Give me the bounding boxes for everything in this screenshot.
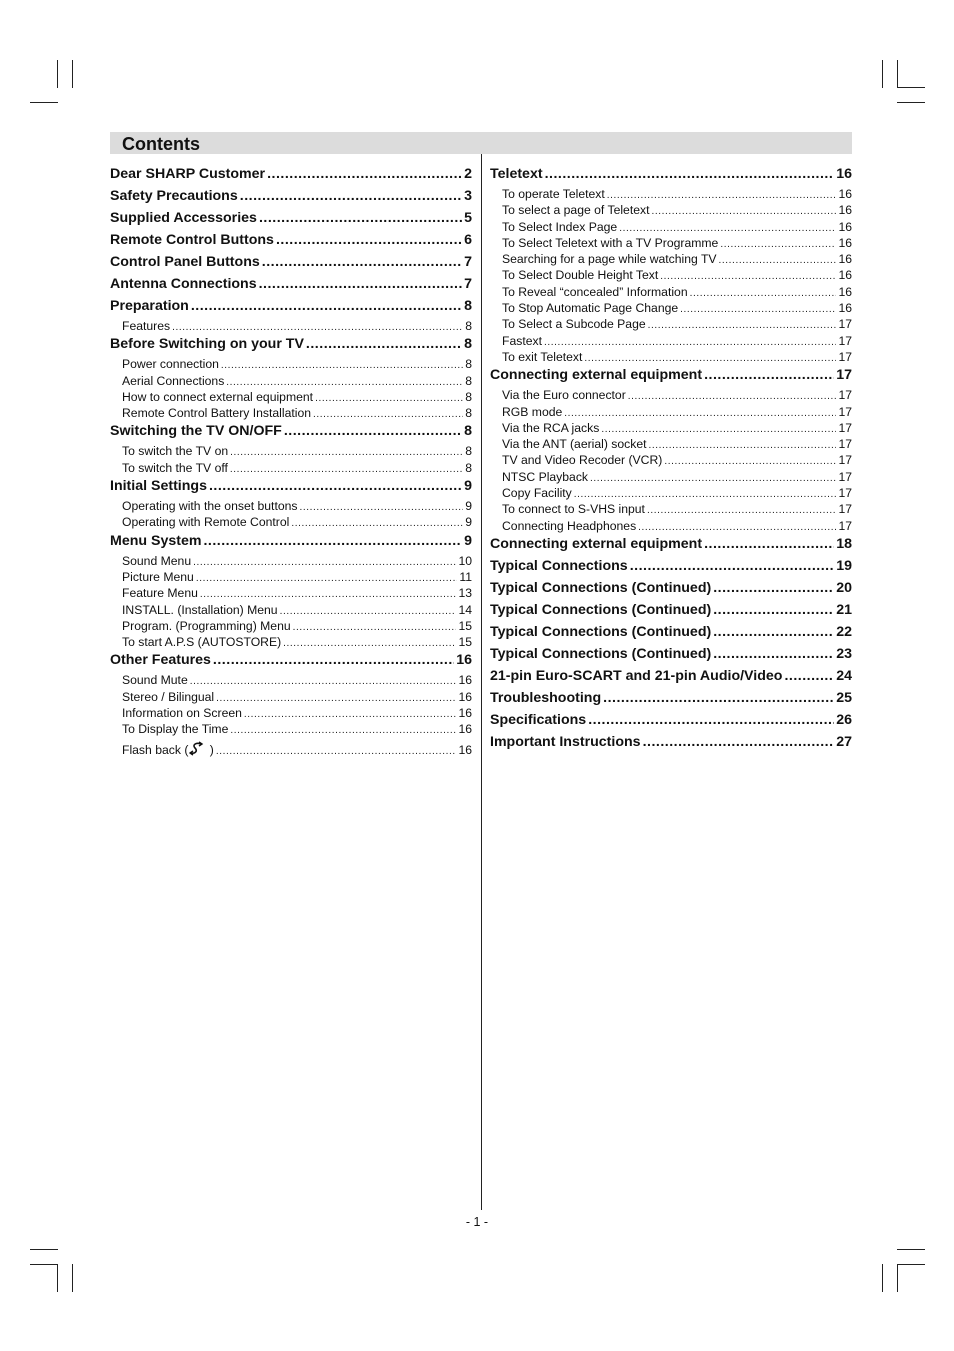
toc-entry-title: Stereo / Bilingual — [122, 689, 215, 704]
toc-left-column — [110, 164, 472, 762]
toc-subsection-entry[interactable] — [110, 634, 472, 650]
toc-entry-title: Via the ANT (aerial) socket — [502, 437, 647, 452]
dot-leader — [193, 555, 456, 569]
crop-mark — [57, 1264, 58, 1292]
dot-leader — [545, 165, 835, 183]
dot-leader — [313, 407, 463, 421]
dot-leader — [784, 667, 834, 685]
toc-subsection-entry[interactable] — [490, 202, 852, 218]
toc-entry-page: 16 — [458, 742, 472, 757]
dot-leader — [643, 733, 835, 751]
toc-entry-title: Troubleshooting — [490, 689, 602, 706]
dot-leader — [262, 253, 462, 271]
dot-leader — [190, 674, 457, 688]
toc-section-entry[interactable] — [490, 365, 852, 387]
toc-subsection-entry[interactable] — [110, 514, 472, 530]
dot-leader — [244, 707, 457, 721]
toc-subsection-entry[interactable] — [490, 452, 852, 468]
toc-entry-title: To switch the TV on — [122, 444, 229, 459]
toc-section-entry[interactable] — [490, 710, 852, 732]
dot-leader — [651, 204, 836, 218]
toc-section-entry[interactable] — [490, 600, 852, 622]
toc-subsection-entry[interactable] — [110, 569, 472, 585]
toc-entry-title: NTSC Playback — [502, 469, 589, 484]
toc-entry-page: 8 — [465, 389, 472, 404]
toc-entry-title: Feature Menu — [122, 586, 198, 601]
toc-entry-title: Aerial Connections — [122, 373, 225, 388]
toc-subsection-entry[interactable] — [110, 443, 472, 459]
dot-leader — [283, 636, 456, 650]
toc-entry-title: Supplied Accessories — [110, 210, 257, 226]
dot-leader — [213, 651, 454, 669]
toc-entry-title: To Select Double Height Text — [502, 268, 659, 283]
toc-subsection-entry[interactable] — [110, 553, 472, 569]
toc-section-entry[interactable] — [110, 164, 472, 186]
toc-entry-title: Switching the TV ON/OFF — [110, 423, 282, 440]
toc-subsection-entry[interactable] — [490, 501, 852, 517]
toc-entry-title: Other Features — [110, 652, 211, 669]
dot-leader — [690, 286, 837, 300]
toc-entry-page: 17 — [838, 486, 852, 501]
toc-section-entry[interactable] — [490, 622, 852, 644]
dot-leader — [720, 237, 836, 251]
toc-entry-title: Connecting external equipment — [490, 535, 703, 552]
toc-entry-page: 16 — [838, 235, 852, 250]
toc-entry-title: Via the RCA jacks — [502, 420, 600, 435]
toc-entry-title: To exit Teletext — [502, 349, 583, 364]
toc-entry-title: Operating with Remote Control — [122, 515, 290, 530]
flash-back-label-end: ) — [206, 742, 214, 757]
toc-entry-page: 19 — [836, 557, 852, 574]
toc-section-entry[interactable] — [110, 531, 472, 553]
dot-leader — [574, 487, 837, 501]
toc-subsection-entry[interactable] — [110, 405, 472, 421]
toc-entry-page: 16 — [458, 673, 472, 688]
toc-entry-page: 3 — [464, 188, 472, 204]
dot-leader — [230, 445, 463, 459]
dot-leader — [299, 500, 463, 514]
toc-section-entry[interactable] — [110, 334, 472, 356]
dot-leader — [588, 711, 834, 729]
toc-entry-title: Preparation — [110, 298, 189, 314]
toc-entry-page: 16 — [838, 219, 852, 234]
toc-entry-page: 5 — [464, 210, 472, 226]
toc-entry-title: Program. (Programming) Menu — [122, 618, 291, 633]
dot-leader — [713, 601, 834, 619]
crop-mark — [57, 60, 58, 88]
toc-subsection-entry[interactable] — [110, 672, 472, 688]
toc-subsection-entry[interactable] — [490, 316, 852, 332]
toc-entry-title: Before Switching on your TV — [110, 336, 304, 353]
toc-entry-page: 17 — [836, 367, 852, 384]
toc-entry-title: To Display the Time — [122, 722, 229, 737]
toc-entry-title: Dear SHARP Customer — [110, 166, 266, 182]
toc-section-entry[interactable] — [490, 688, 852, 710]
toc-entry-title: Connecting external equipment — [490, 367, 703, 384]
dot-leader — [276, 231, 462, 249]
toc-entry-title — [122, 738, 214, 762]
toc-entry-title: Information on Screen — [122, 706, 242, 721]
dot-leader — [284, 422, 462, 440]
toc-subsection-entry[interactable] — [490, 485, 852, 501]
dot-leader — [306, 335, 462, 353]
dot-leader — [630, 557, 835, 575]
dot-leader — [291, 516, 463, 530]
flash-back-label: Flash back ( — [122, 742, 189, 757]
toc-entry-page: 17 — [838, 333, 852, 348]
toc-entry-title: Copy Facility — [502, 486, 572, 501]
toc-entry-title: To Select a Subcode Page — [502, 317, 646, 332]
toc-subsection-entry[interactable] — [490, 404, 852, 420]
toc-entry-page: 8 — [464, 423, 472, 440]
dot-leader — [544, 335, 836, 349]
toc-entry-title: Remote Control Battery Installation — [122, 406, 311, 421]
toc-entry-page: 8 — [465, 357, 472, 372]
toc-entry-page: 27 — [836, 733, 852, 750]
toc-entry-title: To Select Index Page — [502, 219, 618, 234]
toc-subsection-entry[interactable] — [490, 436, 852, 452]
dot-leader — [603, 689, 834, 707]
toc-subsection-entry[interactable] — [490, 251, 852, 267]
toc-subsection-entry[interactable] — [110, 721, 472, 737]
toc-entry-page: 16 — [838, 301, 852, 316]
dot-leader — [590, 471, 836, 485]
toc-entry-page: 8 — [465, 460, 472, 475]
toc-subsection-entry[interactable] — [110, 738, 472, 762]
toc-subsection-entry[interactable] — [490, 420, 852, 436]
dot-leader — [280, 604, 457, 618]
toc-entry-page: 24 — [836, 667, 852, 684]
toc-entry-title: Antenna Connections — [110, 276, 257, 292]
dot-leader — [203, 532, 462, 550]
toc-entry-title: Typical Connections (Continued) — [490, 645, 712, 662]
dot-leader — [240, 187, 462, 205]
crop-mark — [72, 60, 73, 88]
crop-mark — [897, 60, 898, 88]
dot-leader — [713, 623, 834, 641]
toc-entry-page: 6 — [464, 232, 472, 248]
toc-subsection-entry[interactable] — [110, 356, 472, 372]
toc-entry-title: RGB mode — [502, 404, 563, 419]
toc-entry-page: 16 — [458, 722, 472, 737]
dot-leader — [209, 477, 462, 495]
toc-entry-title: 21-pin Euro-SCART and 21-pin Audio/Video — [490, 667, 783, 684]
toc-section-entry[interactable] — [490, 732, 852, 754]
dot-leader — [259, 275, 463, 293]
toc-entry-title: Remote Control Buttons — [110, 232, 274, 248]
dot-leader — [216, 691, 456, 705]
toc-entry-page: 9 — [464, 532, 472, 549]
toc-entry-page: 16 — [458, 706, 472, 721]
toc-entry-page: 8 — [465, 373, 472, 388]
toc-section-entry[interactable] — [110, 252, 472, 274]
toc-subsection-entry[interactable] — [110, 602, 472, 618]
toc-section-entry[interactable] — [110, 476, 472, 498]
toc-entry-title: Searching for a page while watching TV — [502, 252, 717, 267]
dot-leader — [660, 269, 836, 283]
toc-subsection-entry[interactable] — [490, 219, 852, 235]
crop-mark — [72, 1264, 73, 1292]
toc-entry-page: 23 — [836, 645, 852, 662]
toc-section-entry[interactable] — [490, 556, 852, 578]
toc-entry-title: Fastext — [502, 333, 542, 348]
dot-leader — [584, 351, 836, 365]
toc-section-entry[interactable] — [110, 230, 472, 252]
dot-leader — [564, 406, 836, 420]
dot-leader — [172, 320, 463, 334]
toc-entry-title: Typical Connections — [490, 557, 628, 574]
toc-entry-page: 9 — [465, 499, 472, 514]
toc-entry-title: To Reveal “concealed” Information — [502, 284, 688, 299]
dot-leader — [647, 503, 836, 517]
crop-mark — [897, 102, 925, 103]
toc-entry-page: 14 — [458, 602, 472, 617]
toc-entry-title: Connecting Headphones — [502, 518, 637, 533]
dot-leader — [230, 723, 456, 737]
toc-entry-page: 16 — [458, 689, 472, 704]
dot-leader — [648, 318, 837, 332]
dot-leader — [619, 221, 836, 235]
toc-entry-title: To operate Teletext — [502, 187, 605, 201]
crop-mark — [897, 1264, 898, 1292]
toc-section-entry[interactable] — [110, 208, 472, 230]
toc-subsection-entry[interactable] — [110, 373, 472, 389]
toc-entry-title: Important Instructions — [490, 733, 641, 750]
toc-entry-title: To switch the TV off — [122, 460, 228, 475]
crop-mark — [30, 1249, 58, 1250]
toc-subsection-entry[interactable] — [490, 186, 852, 202]
toc-entry-page: 17 — [838, 469, 852, 484]
toc-entry-page: 16 — [836, 166, 852, 182]
toc-entry-page: 25 — [836, 689, 852, 706]
toc-subsection-entry[interactable] — [490, 518, 852, 534]
toc-section-entry[interactable] — [110, 296, 472, 318]
dot-leader — [200, 587, 457, 601]
dot-leader — [713, 579, 834, 597]
toc-subsection-entry[interactable] — [490, 349, 852, 365]
toc-entry-page: 10 — [458, 553, 472, 568]
contents-header-bar — [110, 132, 852, 154]
toc-entry-page: 16 — [456, 652, 472, 669]
toc-entry-page: 21 — [836, 601, 852, 618]
toc-entry-page: 17 — [838, 518, 852, 533]
toc-subsection-entry[interactable] — [490, 300, 852, 316]
dot-leader — [704, 366, 834, 384]
toc-entry-page: 16 — [838, 203, 852, 218]
toc-subsection-entry[interactable] — [110, 705, 472, 721]
toc-entry-title: Teletext — [490, 166, 543, 182]
toc-entry-page: 17 — [838, 502, 852, 517]
dot-leader — [649, 438, 837, 452]
toc-entry-title: Picture Menu — [122, 569, 194, 584]
dot-leader — [259, 209, 462, 227]
toc-subsection-entry[interactable] — [110, 498, 472, 514]
toc-entry-page: 8 — [465, 406, 472, 421]
toc-section-entry[interactable] — [490, 578, 852, 600]
dot-leader — [191, 297, 462, 315]
crop-mark — [897, 1264, 925, 1265]
toc-entry-page: 17 — [838, 437, 852, 452]
toc-entry-title: Power connection — [122, 357, 219, 372]
toc-subsection-entry[interactable] — [110, 460, 472, 476]
toc-entry-page: 16 — [838, 187, 852, 201]
crop-mark — [897, 1249, 925, 1250]
dot-leader — [628, 389, 837, 403]
toc-entry-page: 16 — [838, 268, 852, 283]
toc-entry-title: Menu System — [110, 532, 202, 549]
toc-entry-title: Typical Connections (Continued) — [490, 601, 712, 618]
toc-entry-title: To Select Teletext with a TV Programme — [502, 235, 719, 250]
crop-mark — [897, 87, 925, 88]
toc-entry-page: 9 — [465, 515, 472, 530]
toc-entry-page: 7 — [464, 254, 472, 270]
toc-subsection-entry[interactable] — [110, 585, 472, 601]
toc-section-entry[interactable] — [490, 164, 852, 186]
crop-mark — [882, 60, 883, 88]
toc-section-entry[interactable] — [110, 650, 472, 672]
toc-entry-page: 16 — [838, 284, 852, 299]
toc-entry-page: 8 — [464, 336, 472, 353]
dot-leader — [293, 620, 457, 634]
toc-section-entry[interactable] — [490, 644, 852, 666]
column-divider — [481, 154, 482, 1210]
toc-entry-page: 8 — [465, 444, 472, 459]
dot-leader — [704, 535, 834, 553]
dot-leader — [196, 571, 458, 585]
toc-entry-title: Safety Precautions — [110, 188, 238, 204]
toc-entry-title: To Stop Automatic Page Change — [502, 301, 679, 316]
toc-entry-page: 15 — [458, 635, 472, 650]
dot-leader — [221, 358, 463, 372]
toc-entry-title: Features — [122, 319, 171, 333]
dot-leader — [267, 165, 462, 183]
dot-leader — [607, 188, 837, 202]
toc-entry-title: Typical Connections (Continued) — [490, 623, 712, 640]
toc-subsection-entry[interactable] — [490, 235, 852, 251]
toc-entry-page: 8 — [465, 319, 472, 333]
dot-leader — [638, 520, 836, 534]
dot-leader — [664, 454, 836, 468]
crop-mark — [882, 1264, 883, 1292]
page-number: - 1 - — [465, 1215, 489, 1229]
page-title: Contents — [122, 134, 200, 154]
toc-entry-page: 8 — [464, 298, 472, 314]
toc-section-entry[interactable] — [110, 186, 472, 208]
toc-entry-page: 16 — [838, 252, 852, 267]
toc-right-column — [490, 164, 852, 754]
toc-entry-title: Typical Connections (Continued) — [490, 579, 712, 596]
toc-entry-page: 26 — [836, 711, 852, 728]
toc-entry-page: 11 — [459, 569, 472, 584]
toc-subsection-entry[interactable] — [110, 389, 472, 405]
toc-subsection-entry[interactable] — [490, 267, 852, 283]
dot-leader — [601, 422, 836, 436]
toc-entry-page: 9 — [464, 478, 472, 495]
dot-leader — [719, 253, 837, 267]
dot-leader — [713, 645, 834, 663]
toc-entry-page: 17 — [838, 404, 852, 419]
toc-entry-title: To connect to S-VHS input — [502, 502, 645, 517]
toc-entry-page: 17 — [838, 349, 852, 364]
toc-entry-title: Operating with the onset buttons — [122, 499, 298, 514]
toc-subsection-entry[interactable] — [110, 618, 472, 634]
toc-entry-page: 17 — [838, 453, 852, 468]
toc-entry-page: 13 — [458, 586, 472, 601]
toc-entry-page: 2 — [464, 166, 472, 182]
crop-mark — [30, 1264, 58, 1265]
toc-entry-title: INSTALL. (Installation) Menu — [122, 602, 278, 617]
dot-leader — [226, 375, 463, 389]
toc-section-entry[interactable] — [490, 534, 852, 556]
toc-subsection-entry[interactable] — [110, 689, 472, 705]
crop-mark — [30, 102, 58, 103]
toc-entry-title: To select a page of Teletext — [502, 203, 650, 218]
toc-entry-title: Via the Euro connector — [502, 388, 626, 403]
toc-entry-page: 17 — [838, 317, 852, 332]
toc-entry-page: 18 — [836, 535, 852, 552]
dot-leader — [216, 740, 457, 762]
toc-entry-title: How to connect external equipment — [122, 389, 314, 404]
dot-leader — [680, 302, 836, 316]
toc-subsection-entry[interactable] — [490, 469, 852, 485]
toc-entry-title: To start A.P.S (AUTOSTORE) — [122, 635, 282, 650]
toc-subsection-entry[interactable] — [490, 284, 852, 300]
toc-entry-page: 17 — [838, 420, 852, 435]
toc-entry-page: 15 — [458, 618, 472, 633]
toc-subsection-entry[interactable] — [110, 318, 472, 334]
toc-entry-title: Sound Mute — [122, 673, 188, 688]
toc-entry-page: 20 — [836, 579, 852, 596]
toc-entry-page: 17 — [838, 388, 852, 403]
toc-subsection-entry[interactable] — [490, 387, 852, 403]
toc-entry-title: Specifications — [490, 711, 587, 728]
toc-entry-page: 7 — [464, 276, 472, 292]
toc-section-entry[interactable] — [110, 421, 472, 443]
dot-leader — [230, 462, 463, 476]
toc-entry-page: 22 — [836, 623, 852, 640]
toc-entry-title: Control Panel Buttons — [110, 254, 260, 270]
toc-subsection-entry[interactable] — [490, 333, 852, 349]
toc-entry-title: TV and Video Recoder (VCR) — [502, 453, 663, 468]
toc-entry-title: Initial Settings — [110, 478, 207, 495]
flash-back-icon — [189, 741, 205, 757]
toc-section-entry[interactable] — [110, 274, 472, 296]
toc-entry-title: Sound Menu — [122, 553, 192, 568]
toc-section-entry[interactable] — [490, 666, 852, 688]
dot-leader — [315, 391, 463, 405]
